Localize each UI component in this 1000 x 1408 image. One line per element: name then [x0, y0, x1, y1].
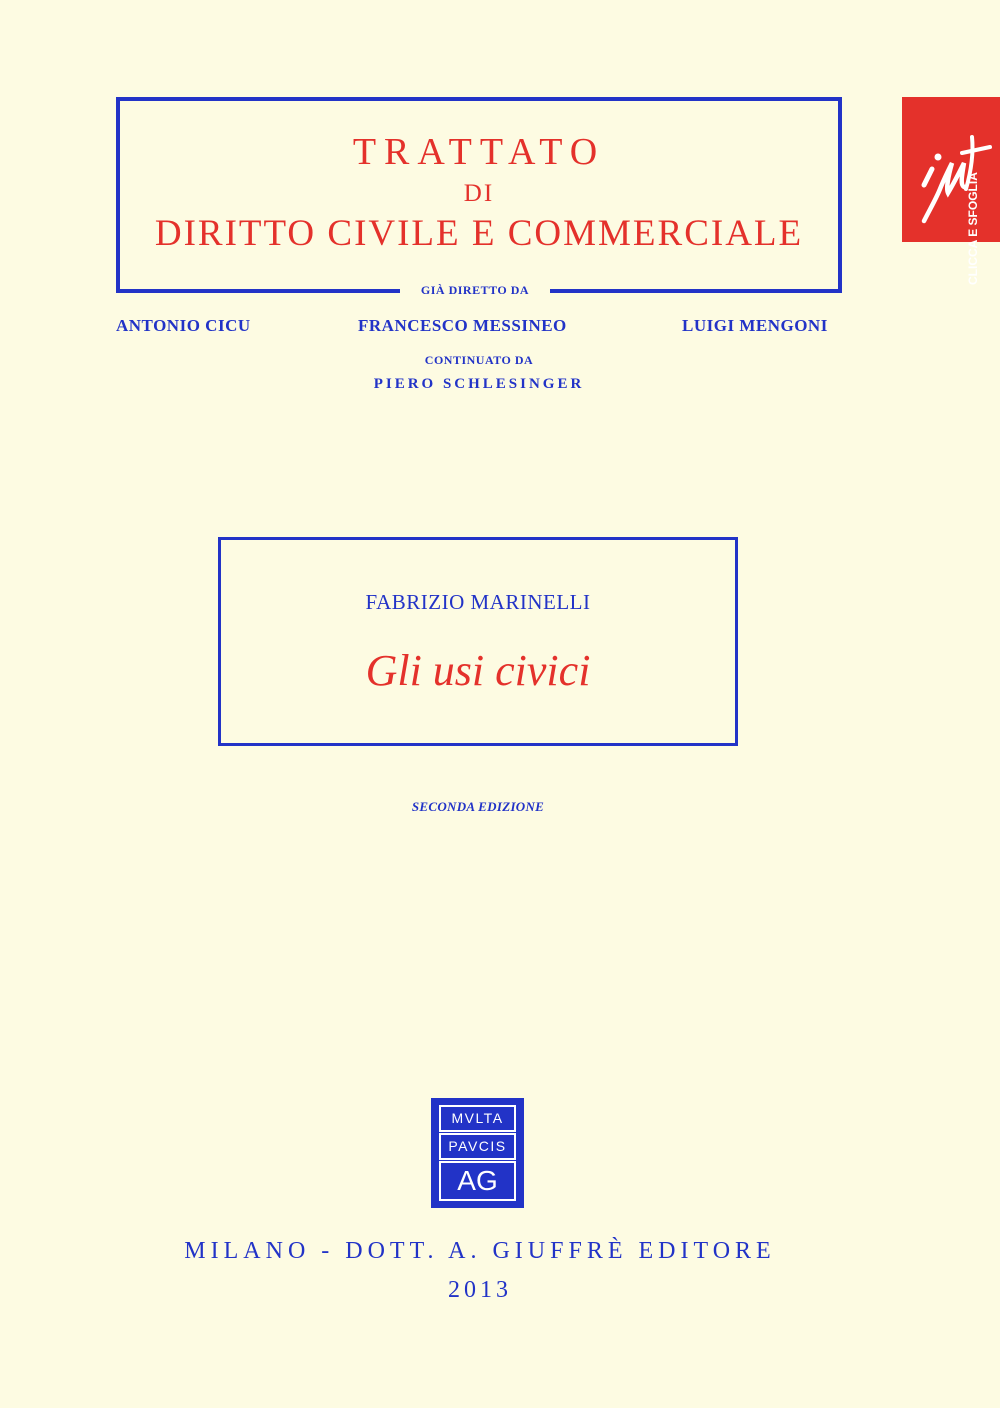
publisher-imprint: MILANO - DOTT. A. GIUFFRÈ EDITORE: [184, 1238, 776, 1264]
publisher-logo-line: MVLTA: [439, 1105, 516, 1132]
editor-name: ANTONIO CICU: [116, 316, 251, 335]
book-frame: [218, 537, 738, 746]
publisher-logo-initials: AG: [439, 1161, 516, 1201]
book-title: Gli usi civici: [365, 646, 591, 695]
editor-name: LUIGI MENGONI: [682, 316, 828, 335]
continued-by-label: CONTINUATO DA: [424, 353, 534, 367]
edition-label: SECONDA EDIZIONE: [411, 799, 545, 814]
author-name: FABRIZIO MARINELLI: [365, 590, 591, 614]
publisher-logo-line: PAVCIS: [439, 1133, 516, 1160]
int-logo-icon: [902, 97, 1000, 242]
badge-label: CLICCA E SFOGLIA: [966, 172, 980, 285]
clicca-e-sfoglia-badge[interactable]: [902, 97, 1000, 285]
editor-name: FRANCESCO MESSINEO: [358, 316, 567, 335]
directed-by-label: GIÀ DIRETTO DA: [420, 283, 530, 297]
publisher-logo: [431, 1098, 524, 1208]
publication-year: 2013: [448, 1277, 512, 1303]
series-title-line2: DI: [463, 180, 495, 207]
series-title-line3: DIRITTO CIVILE E COMMERCIALE: [154, 213, 804, 254]
series-title-line1: TRATTATO: [352, 131, 606, 173]
continuer-name: PIERO SCHLESINGER: [373, 376, 585, 392]
